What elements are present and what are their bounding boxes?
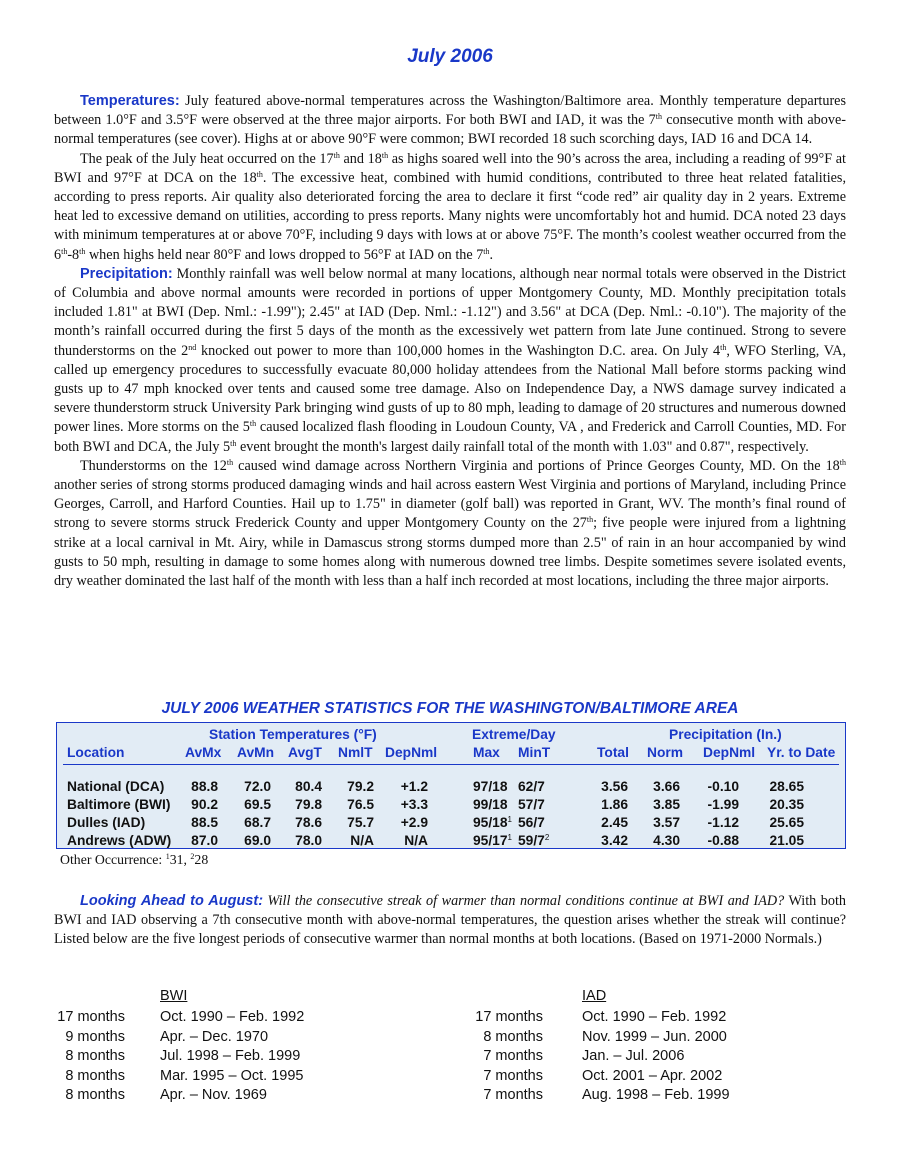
- cell-ytd: [769, 779, 804, 794]
- cell-ytd-value: 25.65: [769, 815, 804, 830]
- cell-depnml: [401, 797, 428, 812]
- footnote: [60, 852, 208, 868]
- iad-streak-duration: 7 months: [483, 1048, 543, 1065]
- cell-location: [67, 779, 164, 794]
- header-norm: Norm: [647, 745, 684, 760]
- cell-avmx-value: 88.8: [191, 779, 218, 794]
- bwi-streak-period: Apr. – Dec. 1970: [160, 1028, 269, 1045]
- cell-nmlt: [347, 797, 374, 812]
- cell-depnml-value: N/A: [404, 833, 428, 848]
- cell-avgt-value: 78.6: [295, 815, 322, 830]
- cell-norm-value: 4.30: [653, 833, 680, 848]
- bwi-streak-period: Apr. – Nov. 1969: [160, 1087, 267, 1104]
- footnote-value-2: 28: [194, 852, 209, 867]
- header-precip-depnml: DepNml: [703, 745, 756, 760]
- cell-max: [473, 833, 512, 848]
- cell-precip-depnml-value: -1.99: [707, 797, 739, 812]
- group-precipitation: Precipitation (In.): [669, 727, 782, 742]
- narrative: [54, 92, 846, 591]
- header-total: Total: [597, 745, 629, 760]
- cell-total-value: 3.42: [601, 833, 628, 848]
- cell-avmn: [244, 815, 271, 830]
- header-avmn: AvMn: [237, 745, 275, 760]
- cell-mint-value: 57/7: [518, 797, 545, 812]
- cell-norm-value: 3.85: [653, 797, 680, 812]
- iad-streak-period: Aug. 1998 – Feb. 1999: [582, 1087, 730, 1104]
- cell-location: [67, 797, 170, 812]
- cell-precip-depnml-value: -0.88: [707, 833, 739, 848]
- cell-norm-value: 3.66: [653, 779, 680, 794]
- iad-streak-period: Nov. 1999 – Jun. 2000: [582, 1028, 727, 1045]
- cell-norm-value: 3.57: [653, 815, 680, 830]
- cell-mint: [518, 833, 549, 848]
- cell-avmn-value: 69.0: [244, 833, 271, 848]
- cell-depnml: [404, 833, 428, 848]
- header-max: Max: [473, 745, 500, 760]
- bwi-streak-duration: 17 months: [57, 1009, 125, 1025]
- cell-location: [67, 833, 171, 848]
- bwi-streak-duration: 8 months: [65, 1087, 125, 1104]
- cell-avgt-value: 80.4: [295, 779, 322, 794]
- header-nmlt: NmlT: [338, 745, 373, 760]
- cell-avgt: [295, 833, 322, 848]
- cell-max: [473, 779, 508, 794]
- cell-ytd: [769, 797, 804, 812]
- cell-max-superscript: 1: [507, 833, 512, 842]
- cell-nmlt: [347, 779, 374, 794]
- group-extreme: Extreme/Day: [472, 727, 556, 742]
- bwi-streak-period: Jul. 1998 – Feb. 1999: [160, 1048, 301, 1065]
- temperatures-heading: Temperatures:: [80, 93, 180, 109]
- looking-ahead-text: With both BWI and IAD observing a 7th consecutive month with above-normal temperatures, the question arises whether the streak will continue? Listed below are the five longest periods of consecutive warmer than normal months at both locations. (Based on 1971-2000 Normals.): [54, 893, 846, 948]
- cell-avmn-value: 69.5: [244, 797, 271, 812]
- cell-mint-value: 56/7: [518, 815, 545, 830]
- cell-depnml-value: +2.9: [400, 815, 428, 830]
- iad-streak-duration: 7 months: [483, 1067, 543, 1084]
- cell-avmx-value: 90.2: [191, 797, 218, 812]
- cell-ytd: [769, 815, 804, 830]
- cell-avmn-value: 72.0: [244, 779, 271, 794]
- bwi-streak-period: Oct. 1990 – Feb. 1992: [160, 1009, 305, 1025]
- cell-max: [473, 797, 508, 812]
- header-avmx: AvMx: [185, 745, 222, 760]
- header-ytd: Yr. to Date: [767, 745, 836, 760]
- precipitation-text-1: Monthly rainfall was well below normal at many locations, although near normal totals were observed in the District of Columbia and above normal amounts were recorded in portions of upper Montgomery County, MD. Monthly precipitation totals included 1.81" at BWI (Dep. Nml.: -1.99"); 2.45" at IAD (Dep. Nml.: -1.12") and 3.56" at DCA (Dep. Nml.: -0.10"). The majority of the month’s rainfall occurred during the first 5 days of the month as the excessively wet pattern from late June continued. Strong to severe thunderstorms on the 2nd knocked out power to more than 100,000 homes in the Washington D.C. area. On July 4th, WFO Sterling, VA, called up emergency procedures to successfully evacuate 80,000 holiday attendees from the National Mall before storms packing wind gusts up to 47 mph knocked over tents and caused some tree damage. Also on Independence Day, a NWS damage survey indicated a severe thunderstorm struck University Park bringing wind gusts of up to 80 mph, leading to damage of 20 structures and numerous downed power lines. More storms on the 5th caused localized flash flooding in Loudoun County, VA , and Frederick and Carroll Counties, MD. For both BWI and DCA, the July 5th event brought the month's largest daily rainfall total of the month with 1.03" and 0.87", respectively.: [54, 265, 847, 455]
- cell-max-superscript: 1: [507, 815, 512, 824]
- cell-avmn: [244, 779, 271, 794]
- cell-avgt: [295, 779, 322, 794]
- cell-avmx: [191, 833, 218, 848]
- iad-streak-duration: 17 months: [475, 1009, 543, 1025]
- precipitation-paragraph-2: Thunderstorms on the 12th caused wind damage across Northern Virginia and portions of Prince Georges County, MD. On the 18th another series of strong storms produced damaging winds and hail across eastern West Virginia and portions of Maryland, including Prince Georges, Carroll, and Harford Counties. Hail up to 1.75" in diameter (golf ball) was reported in Grant, WV. The month’s final round of strong to severe storms struck Frederick County and upper Montgomery County on the 27th; five people were injured from a lightning strike at a local carnival in Mt. Airy, while in Damascus strong storms dumped more than 2.5" of rain in an hour accompanied by wind gusts to 50 mph, resulting in damage to some homes along with numerous downed tree limbs. Despite sometimes severe isolated events, dry weather dominated the last half of the month with less than a half inch recorded at most locations, including the three major airports.: [54, 457, 847, 590]
- cell-location-value: Baltimore (BWI): [67, 797, 171, 812]
- cell-avmx: [191, 797, 218, 812]
- iad-streak-duration: 7 months: [483, 1087, 543, 1104]
- bwi-streak-duration: 9 months: [65, 1028, 125, 1045]
- cell-total: [601, 833, 628, 848]
- precipitation-heading: Precipitation:: [80, 265, 173, 282]
- cell-ytd-value: 28.65: [769, 779, 804, 794]
- cell-total-value: 3.56: [601, 779, 628, 794]
- footnote-sup-1: 1: [165, 852, 170, 861]
- cell-nmlt: [350, 833, 374, 848]
- cell-total: [601, 815, 628, 830]
- cell-mint-value: 62/7: [518, 779, 545, 794]
- cell-nmlt-value: 79.2: [347, 779, 374, 794]
- header-avgt: AvgT: [288, 745, 322, 760]
- cell-avgt-value: 79.8: [295, 797, 322, 812]
- cell-precip-depnml: [708, 779, 739, 794]
- stats-table: [56, 722, 846, 849]
- bwi-streak-period: Mar. 1995 – Oct. 1995: [160, 1067, 304, 1084]
- cell-location-value: National (DCA): [67, 779, 165, 794]
- header-rule: [63, 764, 839, 765]
- cell-location-value: Dulles (IAD): [67, 815, 146, 830]
- iad-heading: IAD: [582, 988, 607, 1004]
- cell-depnml: [401, 815, 428, 830]
- cell-avmx: [191, 815, 218, 830]
- cell-max: [473, 815, 512, 830]
- footnote-label: Other Occurrence:: [60, 852, 166, 867]
- group-temperatures: Station Temperatures (°F): [209, 727, 377, 742]
- iad-streak-period: Oct. 2001 – Apr. 2002: [582, 1067, 723, 1084]
- cell-total-value: 1.86: [601, 797, 628, 812]
- iad-streak-period: Oct. 1990 – Feb. 1992: [582, 1009, 727, 1025]
- cell-avgt: [295, 815, 322, 830]
- cell-norm: [653, 779, 680, 794]
- cell-norm: [653, 833, 680, 848]
- cell-location-value: Andrews (ADW): [67, 833, 172, 848]
- looking-ahead-paragraph: [54, 892, 846, 950]
- cell-avmx-value: 88.5: [191, 815, 218, 830]
- cell-norm: [653, 797, 680, 812]
- bwi-streak-duration: 8 months: [65, 1048, 125, 1065]
- cell-depnml-value: +3.3: [400, 797, 428, 812]
- cell-mint: [518, 797, 545, 812]
- cell-precip-depnml: [708, 833, 739, 848]
- cell-max-value: 95/18: [473, 815, 508, 830]
- cell-total: [601, 779, 628, 794]
- cell-avmx-value: 87.0: [191, 833, 218, 848]
- cell-depnml: [401, 779, 428, 794]
- cell-precip-depnml: [708, 797, 739, 812]
- cell-mint-value: 59/7: [518, 833, 545, 848]
- cell-max-value: 95/17: [473, 833, 508, 848]
- cell-max-value: 99/18: [473, 797, 508, 812]
- bwi-streak-duration: 8 months: [65, 1067, 125, 1084]
- footnote-sup-2: 2: [190, 852, 195, 861]
- looking-ahead-heading: Looking Ahead to August:: [80, 893, 264, 909]
- cell-avgt: [295, 797, 322, 812]
- header-mint: MinT: [518, 745, 551, 760]
- cell-avgt-value: 78.0: [295, 833, 322, 848]
- stats-title: JULY 2006 WEATHER STATISTICS FOR THE WASHINGTON/BALTIMORE AREA: [161, 700, 739, 717]
- cell-precip-depnml-value: -1.12: [707, 815, 739, 830]
- cell-mint: [518, 779, 545, 794]
- cell-mint: [518, 815, 545, 830]
- footnote-value-1: 31,: [169, 852, 191, 867]
- cell-ytd: [769, 833, 804, 848]
- cell-ytd-value: 21.05: [769, 833, 804, 848]
- cell-total: [601, 797, 628, 812]
- cell-total-value: 2.45: [601, 815, 628, 830]
- header-depnml: DepNml: [385, 745, 438, 760]
- temperatures-text-1: July featured above-normal temperatures across the Washington/Baltimore area. Monthly temperature departures between 1.0°F and 3.5°F were observed at the three major airports. For both BWI and IAD, it was the 7th consecutive month with above-normal temperatures (see cover). Highs at or above 90°F were common; BWI recorded 18 such scorching days, IAD 16 and DCA 14.: [54, 93, 846, 148]
- cell-location: [67, 815, 145, 830]
- iad-streak-period: Jan. – Jul. 2006: [582, 1048, 685, 1065]
- cell-avmn: [244, 833, 271, 848]
- looking-ahead-question: Will the consecutive streak of warmer than normal conditions continue at BWI and IAD?: [263, 893, 785, 909]
- temperatures-paragraph-1: [54, 92, 846, 150]
- looking-ahead: [54, 892, 846, 950]
- cell-max-value: 97/18: [473, 779, 508, 794]
- cell-ytd-value: 20.35: [769, 797, 804, 812]
- precipitation-paragraph-1: [54, 265, 846, 457]
- cell-nmlt: [347, 815, 374, 830]
- cell-mint-superscript: 2: [544, 833, 550, 842]
- header-location: Location: [67, 745, 125, 760]
- bwi-heading: BWI: [160, 988, 188, 1004]
- cell-precip-depnml-value: -0.10: [707, 779, 739, 794]
- cell-nmlt-value: 75.7: [347, 815, 374, 830]
- temperatures-paragraph-2: The peak of the July heat occurred on the 17th and 18th as highs soared well into the 90’s across the area, including a reading of 99°F at BWI and 97°F at DCA on the 18th. The excessive heat, combined with humid conditions, contributed to three heat related fatalities, according to press reports. Air quality also deteriorated forcing the area to declare it first “code red” air quality day in 2 years. Extreme heat led to excessive demand on utilities, according to press reports. Many nights were uncomfortably hot and humid. DCA noted 23 days with minimum temperatures at or above 70°F, including 9 days with lows at or above 75°F. The month’s coolest weather occurred from the 6th-8th when highs held near 80°F and lows dropped to 56°F at IAD on the 7th.: [54, 150, 846, 263]
- cell-avmx: [191, 779, 218, 794]
- cell-nmlt-value: 76.5: [347, 797, 374, 812]
- page-title: July 2006: [407, 46, 493, 67]
- iad-streak-duration: 8 months: [483, 1028, 543, 1045]
- cell-norm: [653, 815, 680, 830]
- cell-avmn: [244, 797, 271, 812]
- cell-depnml-value: +1.2: [400, 779, 428, 794]
- cell-nmlt-value: N/A: [350, 833, 374, 848]
- cell-precip-depnml: [708, 815, 739, 830]
- cell-avmn-value: 68.7: [244, 815, 271, 830]
